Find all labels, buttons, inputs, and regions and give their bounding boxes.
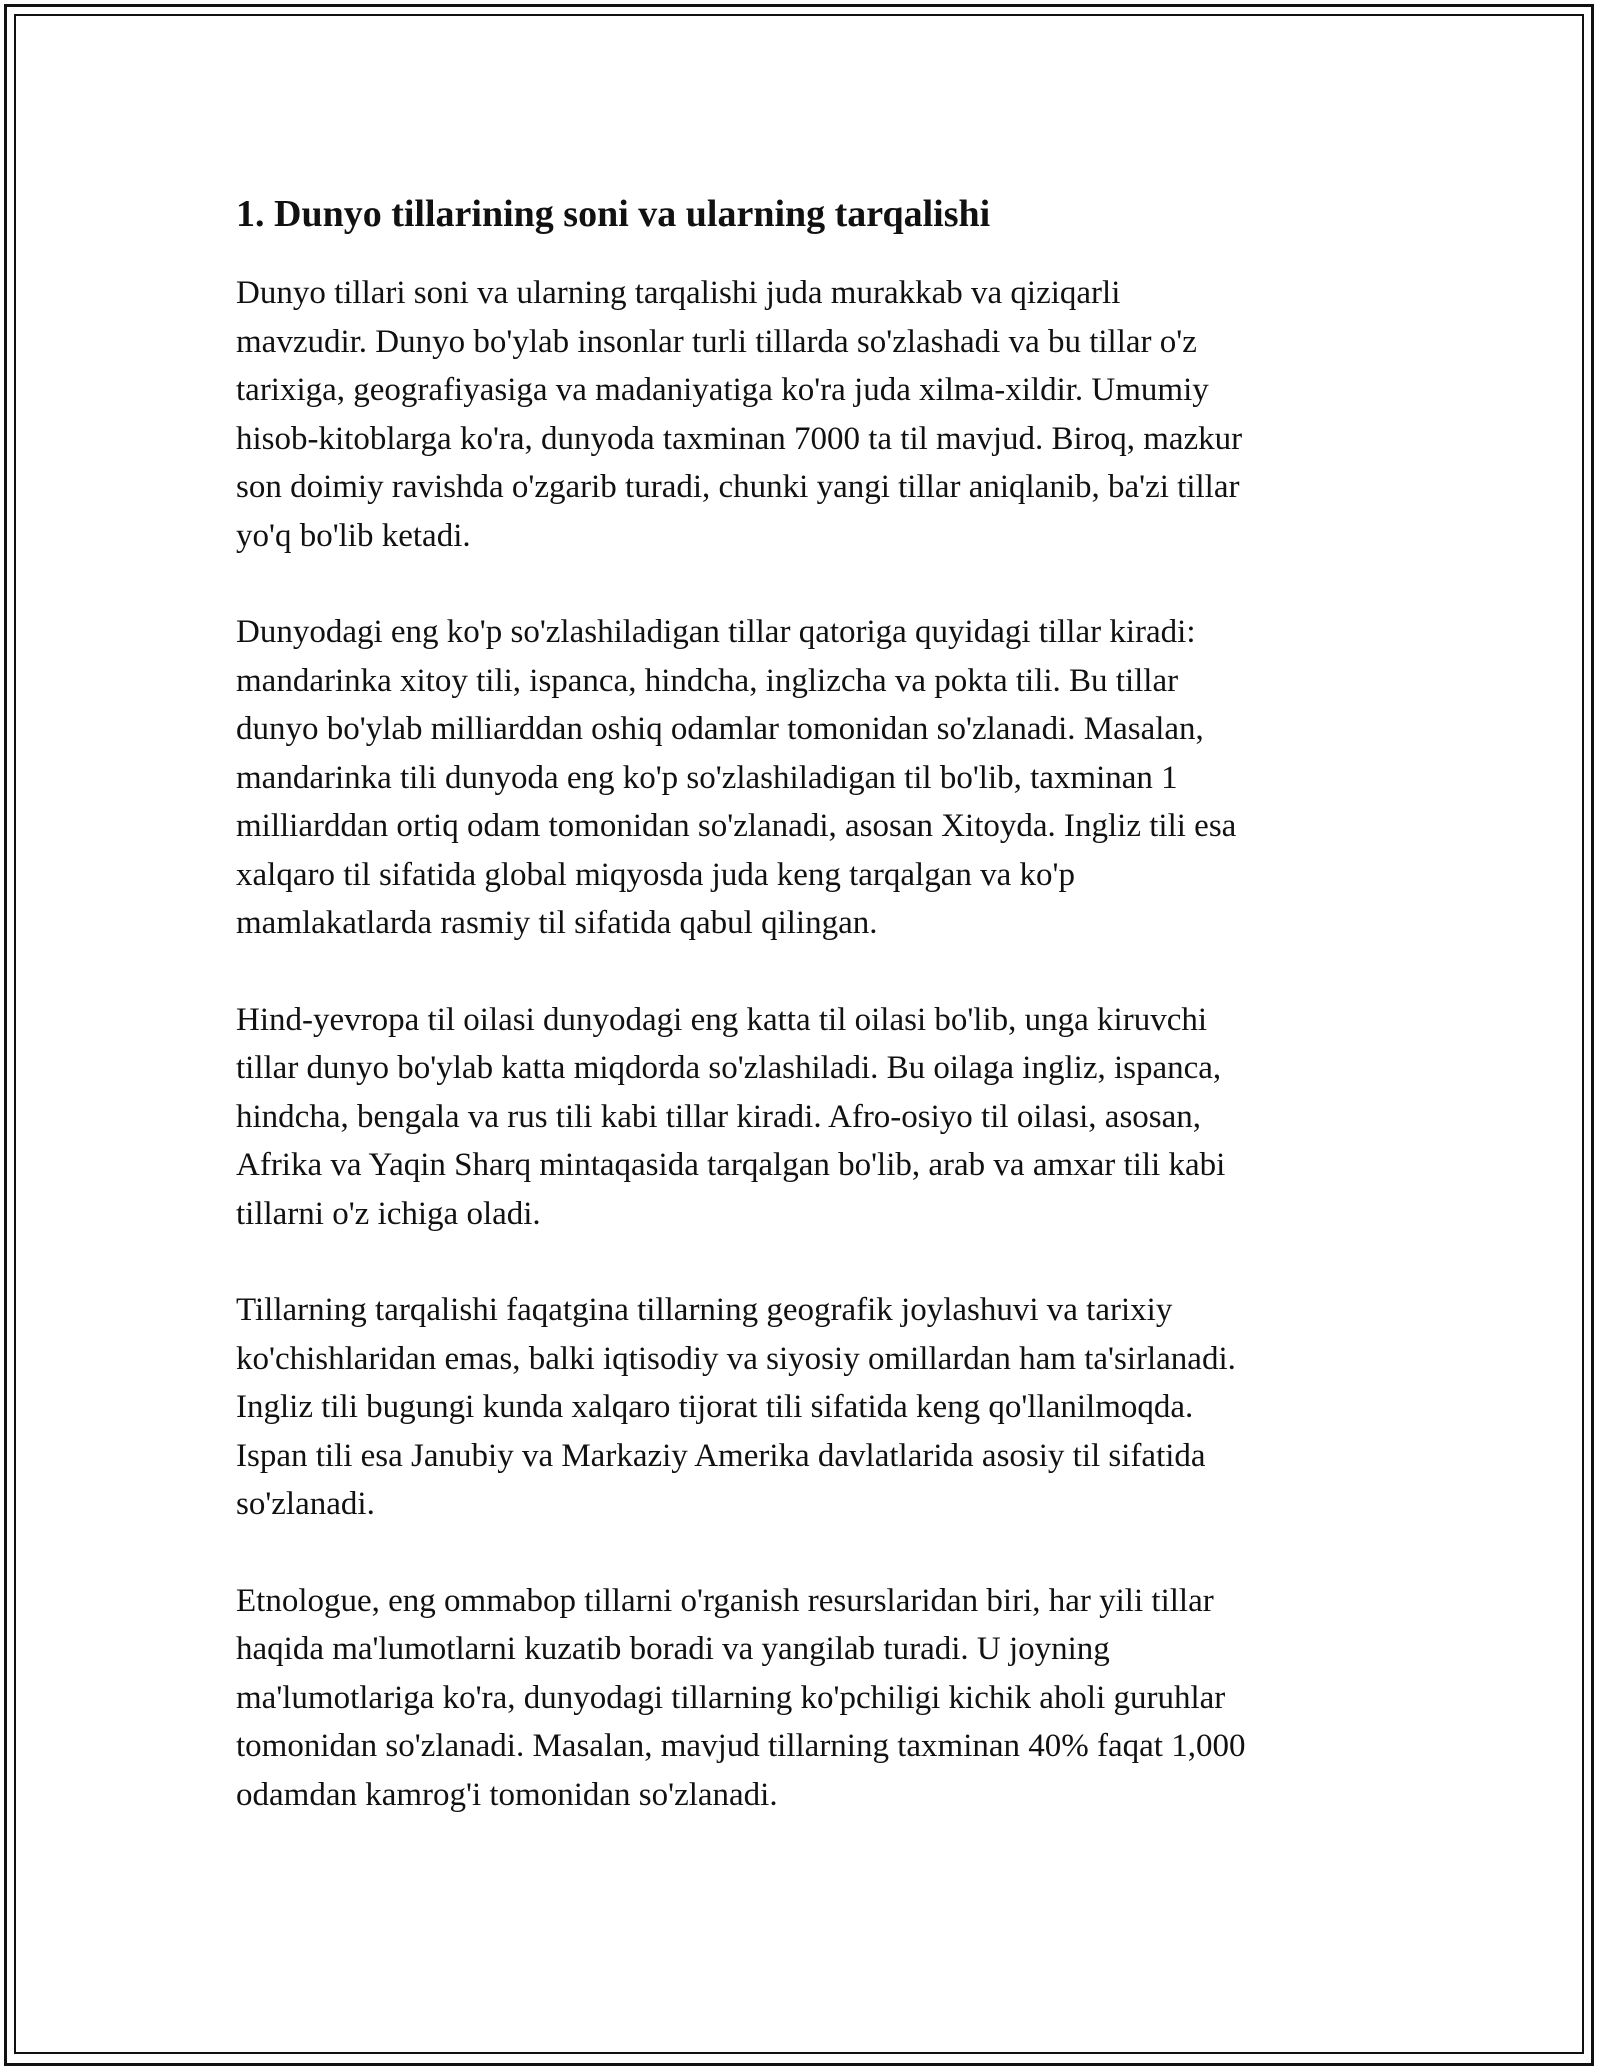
text-line: Etnologue, eng ommabop tillarni o'rganish resurslaridan biri, har yili tillar	[236, 1582, 1214, 1619]
section-heading: 1. Dunyo tillarining soni va ularning tarqalishi	[236, 193, 991, 235]
text-line: hisob-kitoblarga ko'ra, dunyoda taxminan 7000 ta til mavjud. Biroq, mazkur	[236, 420, 1243, 457]
text-line: Hind-yevropa til oilasi dunyodagi eng katta til oilasi bo'lib, unga kiruvchi	[236, 1001, 1208, 1038]
text-line: ma'lumotlariga ko'ra, dunyodagi tillarning ko'pchiligi kichik aholi guruhlar	[236, 1679, 1226, 1716]
text-line: haqida ma'lumotlarni kuzatib boradi va yangilab turadi. U joyning	[236, 1631, 1110, 1667]
text-line: tillar dunyo bo'ylab katta miqdorda so'zlashiladi. Bu oilaga ingliz, ispanca,	[236, 1050, 1222, 1086]
text-line: tarixiga, geografiyasiga va madaniyatiga ko'ra juda xilma-xildir. Umumiy	[236, 372, 1209, 408]
text-line: Ispan tili esa Janubiy va Markaziy Amerika davlatlarida asosiy til sifatida	[236, 1437, 1206, 1474]
text-line: Ingliz tili bugungi kunda xalqaro tijorat tili sifatida keng qo'llanilmoqda.	[236, 1389, 1194, 1425]
text-line: Dunyodagi eng ko'p so'zlashiladigan tillar qatoriga quyidagi tillar kiradi:	[236, 614, 1196, 650]
paragraph-1	[236, 269, 1366, 560]
text-line: yo'q bo'lib ketadi.	[236, 517, 471, 554]
text-line: Dunyo tillari soni va ularning tarqalishi juda murakkab va qiziqarli	[236, 275, 1121, 311]
text-line: mamlakatlarda rasmiy til sifatida qabul qilingan.	[236, 905, 878, 941]
text-line: hindcha, bengala va rus tili kabi tillar kiradi. Afro-osiyo til oilasi, asosan,	[236, 1098, 1202, 1135]
text-line: xalqaro til sifatida global miqyosda juda keng tarqalgan va ko'p	[236, 856, 1075, 893]
text-line: Afrika va Yaqin Sharq mintaqasida tarqalgan bo'lib, arab va amxar tili kabi	[236, 1147, 1226, 1183]
text-line: ko'chishlaridan emas, balki iqtisodiy va siyosiy omillardan ham ta'sirlanadi.	[236, 1340, 1236, 1377]
paragraph-3	[236, 996, 1366, 1239]
text-line: son doimiy ravishda o'zgarib turadi, chunki yangi tillar aniqlanib, ba'zi tillar	[236, 469, 1240, 505]
text-line: mandarinka xitoy tili, ispanca, hindcha, inglizcha va pokta tili. Bu tillar	[236, 662, 1179, 699]
text-line: dunyo bo'ylab milliarddan oshiq odamlar tomonidan so'zlanadi. Masalan,	[236, 711, 1204, 747]
paragraph-5	[236, 1577, 1366, 1820]
paragraph-4	[236, 1286, 1366, 1529]
text-line: tillarni o'z ichiga oladi.	[236, 1195, 541, 1232]
text-line: mandarinka tili dunyoda eng ko'p so'zlashiladigan til bo'lib, taxminan 1	[236, 759, 1178, 796]
text-line: odamdan kamrog'i tomonidan so'zlanadi.	[236, 1776, 778, 1813]
paragraph-2	[236, 608, 1366, 948]
text-line: so'zlanadi.	[236, 1486, 375, 1522]
text-line: tomonidan so'zlanadi. Masalan, mavjud tillarning taxminan 40% faqat 1,000	[236, 1728, 1246, 1764]
text-line: milliarddan ortiq odam tomonidan so'zlanadi, asosan Xitoyda. Ingliz tili esa	[236, 808, 1237, 844]
document-body	[236, 186, 1366, 1867]
text-line: Tillarning tarqalishi faqatgina tillarning geografik joylashuvi va tarixiy	[236, 1292, 1173, 1328]
text-line: mavzudir. Dunyo bo'ylab insonlar turli tillarda so'zlashadi va bu tillar o'z	[236, 323, 1197, 360]
